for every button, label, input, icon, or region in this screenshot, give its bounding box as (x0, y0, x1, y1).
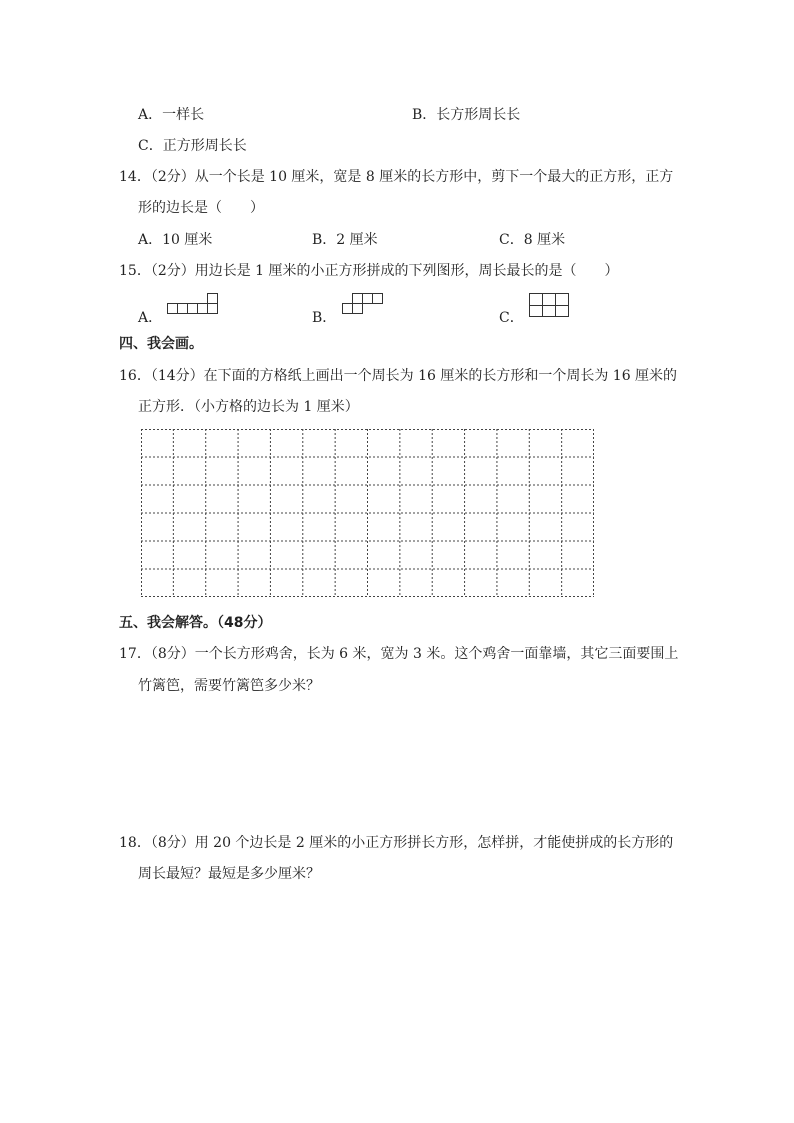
square-grid-paper[interactable] (141, 429, 594, 597)
q14-stem-line2: 形的边长是（ ） (138, 200, 264, 216)
q15-figure-a (167, 290, 219, 316)
q18-stem-line2: 周长最短？最短是多少厘米？ (138, 866, 320, 882)
q15-figure-b (342, 290, 384, 316)
q17-answer-area[interactable] (138, 705, 678, 815)
q13-option-c: C．正方形周长长 (138, 138, 247, 154)
q15-option-c-label: C． (499, 310, 524, 326)
q13-option-b: B．长方形周长长 (412, 107, 521, 123)
q15-option-a-label: A． (138, 310, 163, 326)
q15-option-b-label: B． (312, 310, 337, 326)
q15-stem: 15．（2分）用边长是 1 厘米的小正方形拼成的下列图形，周长最长的是（ ） (119, 263, 619, 279)
q17-stem-line2: 竹篱笆，需要竹篱笆多少米？ (138, 678, 320, 694)
q17-stem-line1: 17．（8分）一个长方形鸡舍，长为 6 米，宽为 3 米。这个鸡舍一面靠墙，其它三面要围上 (119, 646, 679, 662)
q18-stem-line1: 18．（8分）用 20 个边长是 2 厘米的小正方形拼长方形，怎样拼，才能使拼成的长方形的 (119, 835, 674, 851)
q14-stem-line1: 14．（2分）从一个长是 10 厘米，宽是 8 厘米的长方形中，剪下一个最大的正方形，正方 (119, 169, 674, 185)
q16-stem-line2: 正方形．（小方格的边长为 1 厘米） (138, 399, 359, 415)
q14-option-b: B．2 厘米 (312, 232, 378, 248)
q15-figure-c (529, 290, 569, 316)
q13-option-a: A．一样长 (138, 107, 205, 123)
q14-option-c: C．8 厘米 (499, 232, 566, 248)
q16-stem-line1: 16．（14分）在下面的方格纸上画出一个周长为 16 厘米的长方形和一个周长为 16 厘米的 (119, 368, 678, 384)
q14-option-a: A．10 厘米 (138, 232, 213, 248)
section5-title: 五、我会解答。（48分） (119, 615, 272, 631)
section4-title: 四、我会画。 (119, 336, 203, 352)
q18-answer-area[interactable] (138, 895, 678, 1055)
